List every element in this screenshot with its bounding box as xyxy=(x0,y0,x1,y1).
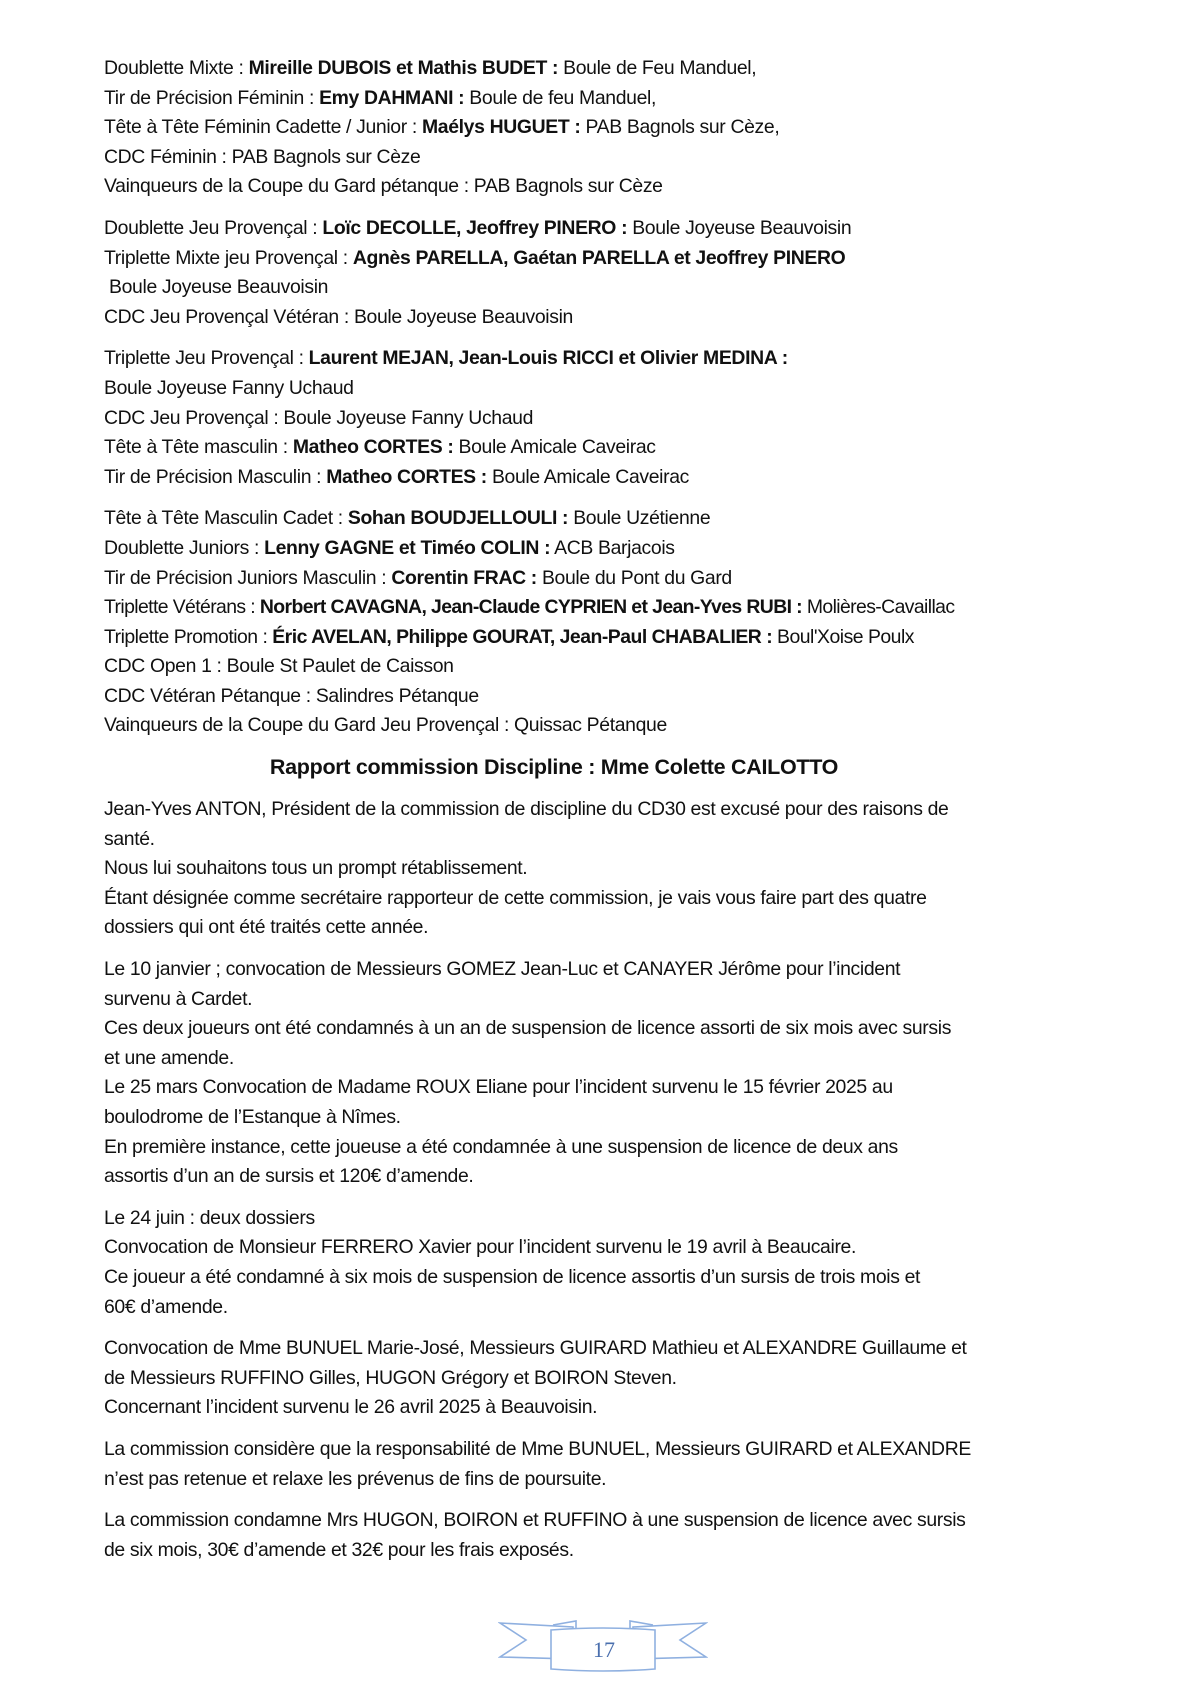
result-line xyxy=(104,682,1114,712)
result-category: Vainqueurs de la Coupe du Gard pétanque : PAB Bagnols sur Cèze xyxy=(104,175,663,198)
page-number: 17 xyxy=(593,1637,615,1662)
discipline-paragraph-cases-3 xyxy=(104,1334,1104,1423)
result-line xyxy=(104,273,1114,303)
result-category: CDC Vétéran Pétanque : Salindres Pétanque xyxy=(104,684,479,707)
text-line: En première instance, cette joueuse a été condamnée à une suspension de licence de deux ans xyxy=(104,1135,898,1158)
result-club: Boule Amicale Caveirac xyxy=(486,465,690,488)
result-club: ACB Barjacois xyxy=(550,536,675,559)
text-line: de Messieurs RUFFINO Gilles, HUGON Grégory et BOIRON Steven. xyxy=(104,1366,677,1389)
text-line: Concernant l’incident survenu le 26 avril 2025 à Beauvoisin. xyxy=(104,1396,598,1419)
result-line xyxy=(104,623,1114,653)
text-line: La commission condamne Mrs HUGON, BOIRON et RUFFINO à une suspension de licence avec sursis xyxy=(104,1509,966,1532)
result-line xyxy=(104,433,1114,463)
result-winners: Laurent MEJAN, Jean-Louis RICCI et Olivier MEDINA : xyxy=(308,347,788,370)
result-club: Boule du Pont du Gard xyxy=(536,566,732,589)
text-line: assortis d’un an de sursis et 120€ d’amende. xyxy=(104,1165,474,1188)
result-line xyxy=(104,303,1114,333)
results-group-jeunes-veterans xyxy=(104,504,1114,741)
result-line xyxy=(104,172,1114,202)
discipline-paragraph-decision-1 xyxy=(104,1435,1104,1494)
text-line: Ces deux joueurs ont été condamnés à un an de suspension de licence assorti de six mois avec sursis xyxy=(104,1017,952,1040)
result-line xyxy=(104,113,1114,143)
result-category: CDC Open 1 : Boule St Paulet de Caisson xyxy=(104,655,454,678)
result-category: CDC Jeu Provençal : Boule Joyeuse Fanny Uchaud xyxy=(104,406,534,429)
result-category: Tir de Précision Juniors Masculin : xyxy=(104,566,392,589)
results-group-jeu-provencal xyxy=(104,214,1114,332)
result-category: CDC Féminin : PAB Bagnols sur Cèze xyxy=(104,145,421,168)
result-line xyxy=(104,244,1114,274)
results-group-provencal-masculin xyxy=(104,344,1114,492)
discipline-paragraph-intro xyxy=(104,795,1104,943)
result-line xyxy=(104,652,1114,682)
text-line: Nous lui souhaitons tous un prompt rétablissement. xyxy=(104,857,528,880)
text-line: La commission considère que la responsabilité de Mme BUNUEL, Messieurs GUIRARD et ALEXANDRE xyxy=(104,1437,971,1460)
text-line: Ce joueur a été condamné à six mois de suspension de licence assortis d’un sursis de trois mois et xyxy=(104,1265,921,1288)
result-line xyxy=(104,374,1114,404)
result-winners: Norbert CAVAGNA, Jean-Claude CYPRIEN et Jean-Yves RUBI : xyxy=(259,596,803,619)
text-line: Le 24 juin : deux dossiers xyxy=(104,1206,315,1229)
document-page xyxy=(104,54,1114,1565)
page-number-ribbon xyxy=(498,1615,708,1685)
result-line xyxy=(104,564,1114,594)
result-category: Tête à Tête Masculin Cadet : xyxy=(104,507,348,530)
result-line xyxy=(104,214,1114,244)
text-line: et une amende. xyxy=(104,1046,234,1069)
result-club: Molières-Cavaillac xyxy=(802,596,955,619)
text-line: Convocation de Mme BUNUEL Marie-José, Messieurs GUIRARD Mathieu et ALEXANDRE Guillaume et xyxy=(104,1337,967,1360)
result-line xyxy=(104,711,1114,741)
section-heading: Rapport commission Discipline : Mme Colette CAILOTTO xyxy=(269,755,839,780)
text-line: Le 25 mars Convocation de Madame ROUX Eliane pour l’incident survenu le 15 février 2025 au xyxy=(104,1076,893,1099)
result-category: Doublette Mixte : xyxy=(104,57,249,79)
result-line xyxy=(104,534,1114,564)
result-club: Boule Joyeuse Fanny Uchaud xyxy=(104,376,354,399)
result-winners: Matheo CORTES : xyxy=(326,465,487,488)
result-category: Tir de Précision Masculin : xyxy=(104,465,327,488)
text-line: dossiers qui ont été traités cette année. xyxy=(104,916,429,939)
result-line xyxy=(104,404,1114,434)
result-category: Triplette Mixte jeu Provençal : xyxy=(104,246,353,269)
result-club: Boule Uzétienne xyxy=(568,507,711,530)
result-line xyxy=(104,84,1114,114)
result-club: PAB Bagnols sur Cèze, xyxy=(580,116,780,139)
result-category: Tête à Tête masculin : xyxy=(104,436,293,459)
result-line xyxy=(104,593,1114,623)
result-winners: Maélys HUGUET : xyxy=(421,116,581,139)
result-line xyxy=(104,344,1114,374)
text-line: boulodrome de l’Estanque à Nîmes. xyxy=(104,1106,401,1128)
discipline-paragraph-cases-2 xyxy=(104,1204,1104,1322)
result-winners: Lenny GAGNE et Timéo COLIN : xyxy=(264,536,551,559)
result-winners: Sohan BOUDJELLOULI : xyxy=(347,507,569,530)
discipline-paragraph-decision-2 xyxy=(104,1506,1104,1565)
result-category: Triplette Vétérans : xyxy=(104,596,260,619)
discipline-paragraph-cases-1 xyxy=(104,955,1104,1192)
text-line: 60€ d’amende. xyxy=(104,1295,228,1318)
text-line: Le 10 janvier ; convocation de Messieurs GOMEZ Jean-Luc et CANAYER Jérôme pour l’incident xyxy=(104,958,901,981)
result-club: Boule de Feu Manduel, xyxy=(558,57,757,79)
result-winners: Éric AVELAN, Philippe GOURAT, Jean-Paul CHABALIER : xyxy=(272,625,773,648)
result-line xyxy=(104,504,1114,534)
result-category: Doublette Jeu Provençal : xyxy=(104,216,323,239)
result-line xyxy=(104,143,1114,173)
result-category: CDC Jeu Provençal Vétéran : Boule Joyeuse Beauvoisin xyxy=(104,305,573,328)
text-line: n’est pas retenue et relaxe les prévenus de fins de poursuite. xyxy=(104,1467,607,1490)
result-category: Tir de Précision Féminin : xyxy=(104,86,320,109)
text-line: Convocation de Monsieur FERRERO Xavier pour l’incident survenu le 19 avril à Beaucaire. xyxy=(104,1236,857,1259)
result-winners: Loïc DECOLLE, Jeoffrey PINERO : xyxy=(322,216,628,239)
result-winners: Matheo CORTES : xyxy=(292,436,454,459)
text-line: Étant désignée comme secrétaire rapporteur de cette commission, je vais vous faire part des quatre xyxy=(104,886,927,909)
result-club: Boule de feu Manduel, xyxy=(464,86,657,109)
result-category: Vainqueurs de la Coupe du Gard Jeu Provençal : Quissac Pétanque xyxy=(104,714,667,737)
text-line: Jean-Yves ANTON, Président de la commission de discipline du CD30 est excusé pour des raisons de xyxy=(104,798,949,821)
text-line: santé. xyxy=(104,827,155,850)
result-category: Triplette Jeu Provençal : xyxy=(104,347,309,370)
result-winners: Mireille DUBOIS et Mathis BUDET : xyxy=(248,57,559,79)
result-category: Doublette Juniors : xyxy=(104,536,265,559)
results-group-petanque-feminine xyxy=(104,54,1114,202)
result-line xyxy=(104,463,1114,493)
text-line: de six mois, 30€ d’amende et 32€ pour les frais exposés. xyxy=(104,1538,574,1561)
result-category: Triplette Promotion : xyxy=(104,625,273,648)
result-line xyxy=(104,54,1114,84)
result-club: Boule Joyeuse Beauvoisin xyxy=(627,216,852,239)
result-winners: Corentin FRAC : xyxy=(391,566,537,589)
result-club: Boule Joyeuse Beauvoisin xyxy=(104,276,329,299)
result-club: Boul'Xoise Poulx xyxy=(772,625,914,648)
text-line: survenu à Cardet. xyxy=(104,987,253,1010)
result-category: Tête à Tête Féminin Cadette / Junior : xyxy=(104,116,422,139)
result-winners: Agnès PARELLA, Gaétan PARELLA et Jeoffrey PINERO xyxy=(352,246,846,269)
result-winners: Emy DAHMANI : xyxy=(319,86,465,109)
result-club: Boule Amicale Caveirac xyxy=(453,436,656,459)
